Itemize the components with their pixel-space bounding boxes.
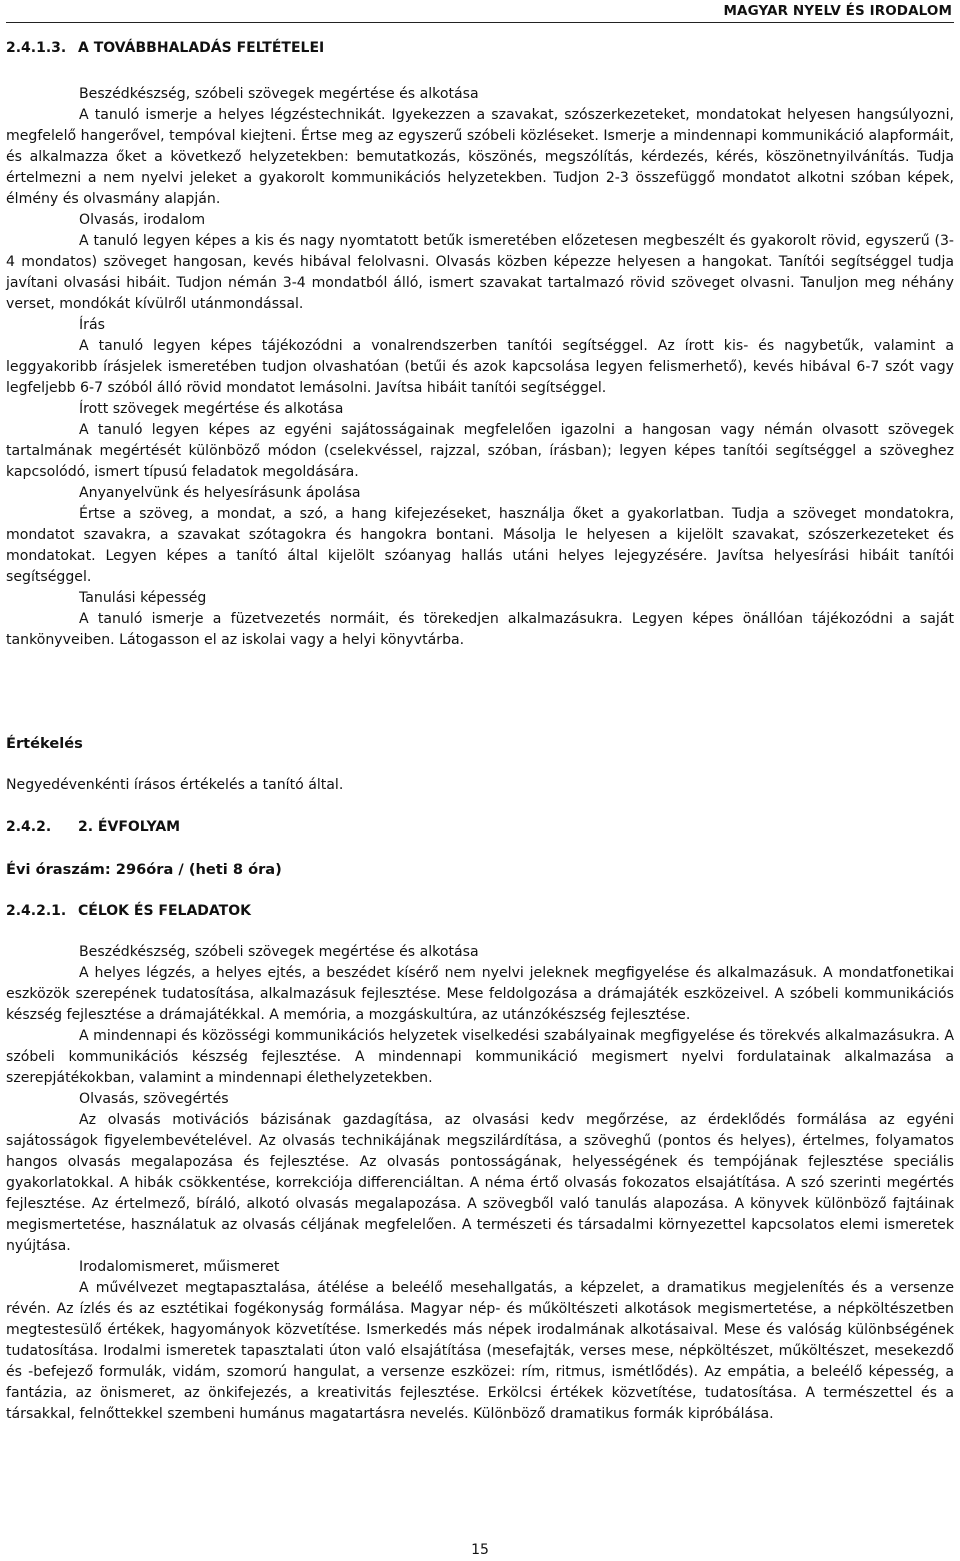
subheading: Beszédkészség, szóbeli szövegek megértése és alkotása: [79, 944, 479, 960]
section-title: 2. ÉVFOLYAM: [78, 819, 181, 835]
ertekeles-text: Negyedévenkénti írásos értékelés a tanító által.: [6, 777, 344, 793]
subheading: Olvasás, szövegértés: [79, 1091, 229, 1107]
section-heading-celok: [6, 903, 251, 919]
paragraph: A tanuló legyen képes az egyéni sajátosságainak megfelelően igazolni a hangosan vagy némán olvasott szövegek tartalmának megértését különböző módon (cselekvéssel, rajzzal, szóban, írásban); legyen képes tanítói segítséggel a szöveghez kapcsolódó, ismert típusú feladatok megoldására.: [6, 422, 954, 480]
paragraph: A mindennapi és közösségi kommunikációs helyzetek viselkedési szabályainak megfigyelése és törekvés alkalmazásukra. A szóbeli kommunikációs készség fejlesztése. A mindennapi kommunikáció megismert nyelvi fordulatainak alkalmazása a szerepjátékokban, valamint a mindennapi élethelyzetekben.: [6, 1028, 954, 1086]
paragraph: Az olvasás motivációs bázisának gazdagítása, az olvasási kedv megőrzése, az érdeklődés formálása az egyéni sajátosságok figyelembevételével. Az olvasás technikájának megszilárdítása, a szöveghű (pontos és helyes), értelmes, folyamatos hangos olvasás megalapozása és fejlesztése. Az olvasás pontosságának, helyességének és tempójának fejlesztése speciális gyakorlatokkal. A hibák csökkentése, korrekciója differenciáltan. A néma értő olvasás fokozatos elsajátítása. A szó szerinti megértés fejlesztése. Az értelmező, bíráló, alkotó olvasás megalapozása. A szövegből való tanulás alapozása. A könyvek különböző fajtáinak megismertetése, használatuk az olvasás céljának megfelelően. A természeti és társadalmi környezettel kapcsolatos elemi ismeretek nyújtása.: [6, 1112, 954, 1254]
subheading: Írás: [79, 317, 105, 333]
section-title: CÉLOK ÉS FELADATOK: [78, 903, 251, 919]
page-number: 15: [471, 1542, 489, 1558]
paragraph: A tanuló ismerje a helyes légzéstechnikát. Igyekezzen a szavakat, szószerkezeteket, mondatokat helyesen hangsúlyozni, megfelelő hangerővel, tempóval kiejteni. Értse meg az egyszerű szóbeli közléseket. Ismerje a mindennapi kommunikáció alapformáit, és alkalmazza őket a következő helyzetekben: bemutatkozás, köszönés, megszólítás, kérdezés, kérés, köszönetnyilvánítás. Tudja értelmezni a nem nyelvi jeleket a gyakorolt kommunikációs helyzetekben. Tudjon 2-3 összefüggő mondatot alkotni szóban képek, élmény és olvasmány alapján.: [6, 107, 954, 207]
paragraph: Értse a szöveg, a mondat, a szó, a hang kifejezéseket, használja őket a gyakorlatban. Tudja a szöveget mondatokra, mondatot szavakra, a szavakat szótagokra és hangokra bontani. Másolja le helyesen a kijelölt szavakat, szószerkezeteket és mondatokat. Legyen képes a tanító által kijelölt szóanyag hallás utáni helyes lejegyzésére. Javítsa helyesírási hibáit tanítói segítséggel.: [6, 506, 954, 585]
ertekeles-heading: Értékelés: [6, 735, 83, 752]
section-number: 2.4.2.: [6, 819, 52, 835]
section-number: 2.4.2.1.: [6, 903, 67, 919]
section-body-celok: [6, 942, 954, 1425]
section-heading-evfolyam: [6, 819, 180, 835]
header-rule: [6, 22, 954, 23]
paragraph: A művélvezet megtapasztalása, átélése a beleélő mesehallgatás, a képzelet, a dramatikus megjelenítés és a versenze révén. Az ízlés és az esztétikai fogékonyság formálása. Magyar nép- és műköltészeti alkotások megismertetése, a népköltészetben megtestesülő értékek, hagyományok közvetítése. Ismerkedés más népek irodalmának alkotásaival. Mese és valóság különbségének tudatosítása. Irodalmi ismeretek tapasztalati úton való elsajátítása (mesefajták, verses mese, népköltészet, műköltészet, mesekezdő és -befejező formulák, vidám, szomorú hangulat, a versenze eszközei: rím, ritmus, ismétlődés). Az empátia, a beleélő képesség, a fantázia, az önismeret, az önkifejezés, a kreativitás fejlesztése. Erkölcsi értékek közvetítése, tudatosítása. A természettel és a társakkal, felnőttekkel szembeni humánus magatartásra nevelés. Különböző dramatikus formák kipróbálása.: [6, 1280, 954, 1422]
running-header: MAGYAR NYELV ÉS IRODALOM: [723, 3, 952, 19]
section-heading-tovabbhaladas: [6, 40, 324, 56]
subheading: Tanulási képesség: [79, 590, 207, 606]
subheading: Anyanyelvünk és helyesírásunk ápolása: [79, 485, 361, 501]
section-number: 2.4.1.3.: [6, 40, 67, 56]
section-title: A TOVÁBBHALADÁS FELTÉTELEI: [78, 40, 325, 56]
subheading: Irodalomismeret, műismeret: [79, 1259, 280, 1275]
oraszam-line: Évi óraszám: 296óra / (heti 8 óra): [6, 861, 282, 878]
subheading: Írott szövegek megértése és alkotása: [79, 401, 344, 417]
paragraph: A tanuló legyen képes tájékozódni a vonalrendszerben tanítói segítséggel. Az írott kis- és nagybetűk, valamint a leggyakoribb írásjelek ismeretében tudjon olvashatóan (betűi és azok kapcsolása legyen felismerhető), kevés hibával 6-7 szót vagy legfeljebb 6-7 szóból álló rövid mondatot lemásolni. Javítsa hibáit tanítói segítséggel.: [6, 338, 954, 396]
paragraph: A helyes légzés, a helyes ejtés, a beszédet kísérő nem nyelvi jeleknek megfigyelése és alkalmazásuk. A mondatfonetikai eszközök szerepének tudatosítása, alkalmazásuk fejlesztése. Mese feldolgozása a drámajáték eszközeivel. A szóbeli kommunikációs készség fejlesztése a drámajátékkal. A memória, a mozgáskultúra, az utánzókészség fejlesztése.: [6, 965, 954, 1023]
paragraph: A tanuló legyen képes a kis és nagy nyomtatott betűk ismeretében előzetesen megbeszélt és gyakorolt rövid, egyszerű (3-4 mondatos) szöveget hangosan, kevés hibával felolvasni. Olvasás közben képezze helyesen a hangokat. Tanítói segítséggel tudja javítani olvasási hibáit. Tudjon némán 3-4 mondatból álló, ismert szavakat tartalmazó rövid szöveget olvasni. Tanuljon meg néhány verset, mondókát kívülről utánmondással.: [6, 233, 954, 312]
section-body-tovabbhaladas: [6, 84, 954, 651]
paragraph: A tanuló ismerje a füzetvezetés normáit, és törekedjen alkalmazásukra. Legyen képes önállóan tájékozódni a saját tankönyveiben. Látogasson el az iskolai vagy a helyi könyvtárba.: [6, 611, 954, 648]
subheading: Olvasás, irodalom: [79, 212, 206, 228]
subheading: Beszédkészség, szóbeli szövegek megértése és alkotása: [79, 86, 479, 102]
